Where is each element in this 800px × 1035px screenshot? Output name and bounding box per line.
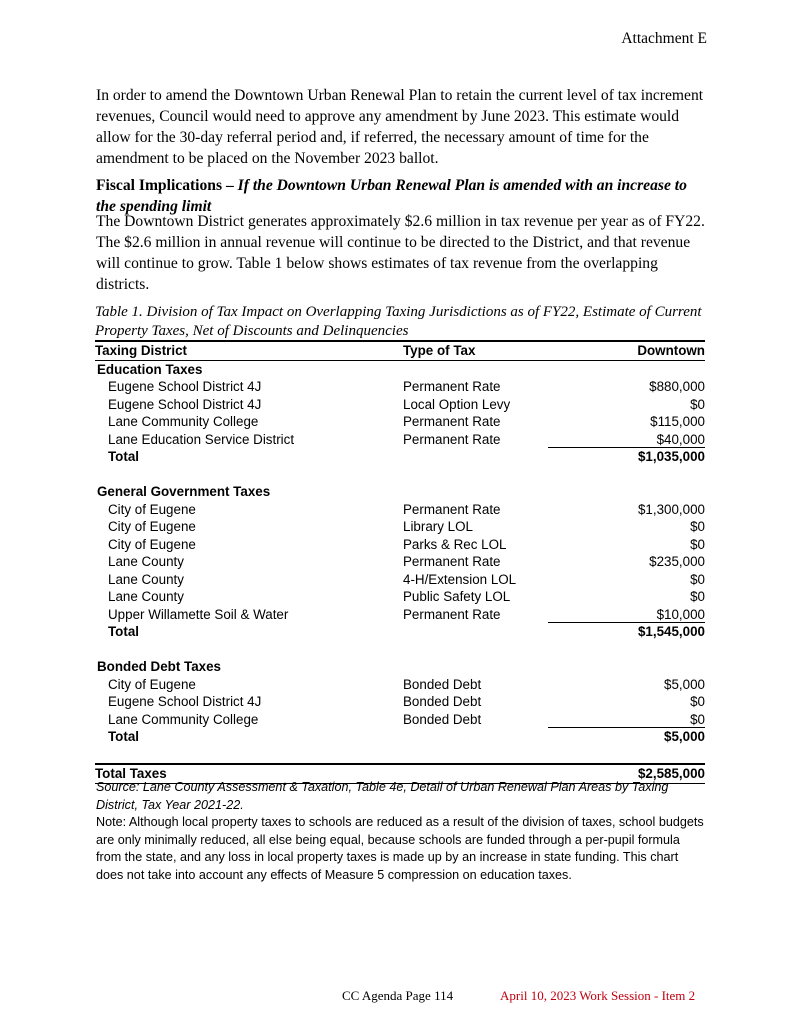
- table-row: [95, 431, 705, 449]
- district-cell: Eugene School District 4J: [108, 379, 262, 394]
- table-notes: [96, 779, 706, 884]
- tax-type-cell: Permanent Rate: [403, 431, 501, 447]
- section-title: [95, 658, 705, 676]
- header-district: Taxing District: [95, 341, 403, 360]
- header-type: Type of Tax: [403, 341, 548, 360]
- amount-cell: $115,000: [650, 414, 705, 429]
- empty-cell: [403, 641, 548, 659]
- table-row: [95, 501, 705, 519]
- section-title: [95, 360, 705, 378]
- table-row: [95, 711, 705, 729]
- tax-type-cell: Library LOL: [403, 519, 473, 534]
- heading-bold: Fiscal Implications –: [96, 177, 238, 194]
- empty-cell: [548, 658, 705, 676]
- total-amount: $5,000: [664, 729, 705, 744]
- empty-cell: [403, 746, 548, 765]
- empty-cell: [403, 360, 548, 378]
- tax-type-cell: Public Safety LOL: [403, 589, 511, 604]
- table-header: [95, 341, 705, 360]
- empty-cell: [403, 658, 548, 676]
- fiscal-paragraph: The Downtown District generates approximately $2.6 million in tax revenue per year as of FY22. The $2.6 million in annual revenue will continue to be directed to the District, and that revenue will continue to grow. Table 1 below shows estimates of tax revenue from the overlapping districts.: [96, 213, 705, 293]
- district-cell: Lane Community College: [108, 414, 259, 429]
- district-cell: Lane Community College: [108, 711, 259, 727]
- tax-type-cell: Local Option Levy: [403, 396, 511, 412]
- table-row: [95, 693, 705, 711]
- total-label: Total: [108, 624, 139, 639]
- spacer-row: [95, 641, 705, 659]
- district-cell: Upper Willamette Soil & Water: [108, 606, 289, 622]
- intro-paragraph: In order to amend the Downtown Urban Renewal Plan to retain the current level of tax increment revenues, Council would need to approve any amendment by June 2023. This estimate would allow for the 30-day referral period and, if referred, the necessary amount of time for the amendment to be placed on the November 2023 ballot.: [96, 87, 704, 167]
- heading-italic: If the Downtown Urban Renewal Plan is amended with an increase to the spending limit: [96, 177, 687, 215]
- amount-cell: $0: [690, 519, 705, 534]
- district-cell: Lane County: [108, 571, 184, 587]
- district-cell: City of Eugene: [108, 536, 196, 552]
- empty-cell: [403, 466, 548, 484]
- table-row: [95, 378, 705, 396]
- amount-cell: $0: [690, 694, 705, 709]
- district-cell: Lane Education Service District: [108, 431, 295, 447]
- section-title: [95, 483, 705, 501]
- header-downtown: Downtown: [548, 341, 705, 360]
- tax-type-cell: Permanent Rate: [403, 554, 501, 569]
- amount-cell: $880,000: [649, 379, 705, 394]
- note-text: Note: Although local property taxes to schools are reduced as a result of the division of taxes, school budgets are only minimally reduced, all else being equal, because schools are funded through a per-pupil formula from the state, and any loss in local property taxes is made up by an increase in state funding. This chart does not take into account any effects of Measure 5 compression on education taxes.: [96, 815, 704, 882]
- district-cell: Lane County: [108, 589, 184, 604]
- total-label: Total: [108, 729, 139, 744]
- amount-cell: $0: [690, 396, 705, 412]
- empty-cell: [403, 728, 548, 746]
- table-row: [95, 606, 705, 624]
- empty-cell: [95, 746, 403, 765]
- table-caption: Table 1. Division of Tax Impact on Overlapping Taxing Jurisdictions as of FY22, Estimate of Current Property Taxes, Net of Discounts and Delinquencies: [95, 304, 702, 339]
- empty-cell: [548, 746, 705, 765]
- amount-cell: $40,000: [548, 431, 705, 449]
- amount-cell: $0: [690, 571, 705, 587]
- total-label: Total: [108, 449, 139, 464]
- tax-type-cell: 4-H/Extension LOL: [403, 571, 517, 587]
- amount-cell: $5,000: [664, 676, 705, 692]
- empty-cell: [95, 466, 403, 484]
- tax-type-cell: Parks & Rec LOL: [403, 536, 507, 552]
- table-row: [95, 588, 705, 606]
- empty-cell: [403, 483, 548, 501]
- section-title-text: Education Taxes: [97, 361, 203, 377]
- attachment-label: Attachment E: [621, 30, 707, 47]
- total-amount: $1,545,000: [637, 624, 705, 639]
- tax-type-cell: Bonded Debt: [403, 676, 482, 692]
- grand-total-amount: $2,585,000: [548, 764, 705, 783]
- amount-cell: $0: [690, 536, 705, 552]
- empty-cell: [548, 483, 705, 501]
- district-cell: Eugene School District 4J: [108, 396, 262, 412]
- section-title-text: Bonded Debt Taxes: [97, 659, 222, 674]
- empty-cell: [95, 641, 403, 659]
- empty-cell: [548, 360, 705, 378]
- table-row: [95, 536, 705, 554]
- empty-cell: [548, 641, 705, 659]
- tax-type-cell: Permanent Rate: [403, 379, 501, 394]
- tax-type-cell: Permanent Rate: [403, 501, 501, 517]
- amount-cell: $1,300,000: [637, 501, 705, 517]
- district-cell: City of Eugene: [108, 501, 196, 517]
- tax-type-cell: Bonded Debt: [403, 694, 482, 709]
- total-amount: $1,035,000: [637, 449, 705, 464]
- amount-cell: $0: [690, 589, 705, 604]
- amount-cell: $235,000: [649, 554, 705, 569]
- district-cell: City of Eugene: [108, 519, 196, 534]
- table-row: [95, 518, 705, 536]
- spacer-row: [95, 466, 705, 484]
- empty-cell: [548, 466, 705, 484]
- amount-cell: $0: [548, 711, 705, 729]
- table-row: [95, 571, 705, 589]
- tax-type-cell: Permanent Rate: [403, 414, 501, 429]
- section-title-text: General Government Taxes: [97, 484, 271, 499]
- section-total-row: [95, 728, 705, 746]
- empty-cell: [403, 448, 548, 466]
- section-total-row: [95, 623, 705, 641]
- empty-cell: [403, 623, 548, 641]
- grand-total-label: Total Taxes: [95, 764, 403, 783]
- tax-type-cell: Bonded Debt: [403, 711, 482, 727]
- tax-type-cell: Permanent Rate: [403, 606, 501, 622]
- section-total-row: [95, 448, 705, 466]
- district-cell: City of Eugene: [108, 676, 196, 692]
- footer-page: CC Agenda Page 114: [342, 988, 454, 1003]
- tax-table: [95, 340, 705, 784]
- amount-cell: $10,000: [548, 606, 705, 624]
- table-row: [95, 553, 705, 571]
- table-row: [95, 413, 705, 431]
- footer-session: April 10, 2023 Work Session - Item 2: [500, 988, 696, 1003]
- district-cell: Eugene School District 4J: [108, 694, 262, 709]
- table-row: [95, 676, 705, 694]
- table-row: [95, 396, 705, 414]
- district-cell: Lane County: [108, 554, 184, 569]
- source-text: Source: Lane County Assessment & Taxation, Table 4e, Detail of Urban Renewal Plan Areas by Taxing District, Tax Year 2021-22.: [96, 780, 669, 812]
- spacer-row: [95, 746, 705, 765]
